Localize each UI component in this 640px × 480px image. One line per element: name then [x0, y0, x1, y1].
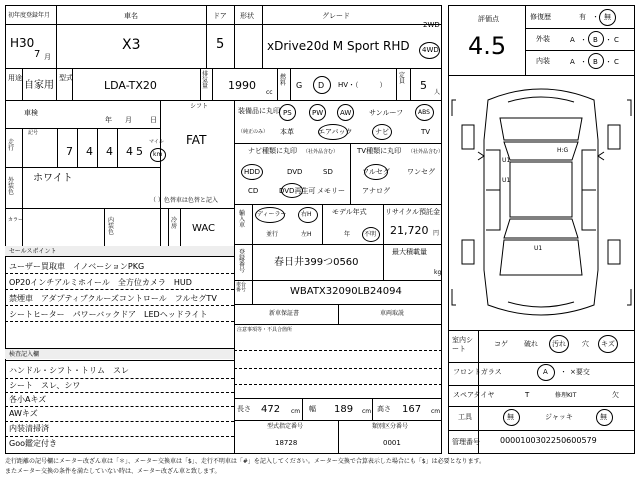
equip-item: PS [283, 109, 292, 117]
manage-label: 管理番号 [452, 438, 480, 446]
first-reg-month: 7 [34, 49, 41, 60]
length-unit: cm [291, 408, 301, 415]
ext-c: C [614, 36, 619, 44]
height-unit: cm [431, 408, 441, 415]
inspector-label: 検査記入欄 [9, 351, 40, 358]
equip-item: AW [340, 109, 352, 117]
caution-label: 注意事項等・不具合箇所 [237, 327, 293, 333]
jack-none: 無 [600, 413, 607, 421]
inspector-line: シート スレ、シワ [9, 381, 81, 390]
repair-no: 無 [604, 13, 611, 21]
cooler-label: 冷房 [171, 217, 178, 230]
exterior-note: （ ）色替車は色替と記入 [150, 197, 218, 204]
max-load-unit: kg [434, 269, 442, 276]
warranty-label: 新車保証書 [269, 310, 300, 317]
model-label: 型式 [59, 74, 73, 82]
purpose: 自家用 [24, 80, 54, 91]
exterior-label: 外装色 [8, 177, 15, 196]
type-no: 18728 [275, 439, 298, 447]
model-year-label: モデル年式 [332, 208, 367, 216]
first-reg-label: 初年度登録年月 [8, 12, 51, 19]
mileage-sub-label: 記号 [28, 130, 39, 136]
tools-none: 無 [507, 413, 514, 421]
sales-point-line: OP20インチアルミホイール 全方位カメラ HUD [9, 278, 192, 287]
car-name: X3 [122, 37, 141, 53]
ext-b: B [593, 36, 598, 44]
import-label: 輸入車 [239, 210, 246, 229]
seat-item: 汚れ [552, 340, 566, 348]
seat-item: 破れ [524, 340, 538, 348]
equip-item: ABS [418, 109, 430, 116]
drive-2wd: 2WD [423, 21, 440, 29]
shape-label: 形状 [240, 12, 254, 20]
model-year-unknown: 不明 [364, 231, 377, 238]
import-left: 左H [301, 231, 312, 238]
height-label: 高さ [377, 405, 391, 413]
tv-item: フルセグ [362, 168, 390, 176]
mileage-digits [40, 128, 144, 167]
length-label: 長さ [237, 405, 251, 413]
mileage-digit: 4 [86, 145, 93, 158]
fuel-d: D [318, 81, 325, 90]
cooler: WAC [192, 223, 215, 234]
int-b: B [593, 58, 598, 66]
inspector-line: AWキズ [9, 409, 38, 418]
navi-item: DVD [287, 168, 303, 176]
width-label: 幅 [309, 405, 316, 413]
car-diagram [448, 80, 635, 325]
manual-label: 車両取説 [380, 310, 405, 317]
chassis-label: 車台番号 [236, 282, 247, 293]
recycle-value: 21,720 [390, 224, 429, 237]
car-name-label: 車名 [124, 12, 138, 20]
eval-score: 4.5 [468, 32, 507, 60]
sales-point-line: ユーザー買取車 イノベーションPKG [9, 262, 145, 271]
navi-item: CD [248, 187, 259, 195]
equip-item: エアバック [318, 128, 353, 136]
fuel-hv: HV・（ ） [338, 81, 387, 89]
equip-item: サンルーフ [369, 109, 404, 117]
footer-note-1: 走行距離の記号欄にメーター改ざん車は「＊」、メーター交換車は「$」、走行不明車は「#」を記入してください。メーター交換で合算表示した場合にも「$」は必要となります。 [5, 458, 486, 465]
navi-item: SD [323, 168, 333, 176]
repair-yes: 有 [579, 13, 586, 21]
tv-label: TV種類に丸印 [357, 147, 402, 155]
purpose-label: 用途 [8, 74, 22, 82]
length-value: 472 [261, 404, 281, 415]
fuel-g: G [296, 81, 303, 90]
int-a: A [570, 58, 575, 66]
grade: xDrive20d M Sport RHD [267, 39, 410, 53]
inspector-line: Goo鑑定付き [9, 439, 57, 448]
equip-item: TV [421, 128, 431, 136]
max-load-label: 最大積載量 [392, 248, 427, 256]
door-label: ドア [213, 12, 227, 20]
tv-sub: （社外品含む） [408, 149, 444, 155]
int-c: C [614, 58, 619, 66]
class-no: 0001 [383, 439, 401, 447]
mile-unit: マイル [149, 139, 164, 145]
drive-4wd: 4WD [422, 46, 439, 54]
doors: 5 [216, 37, 225, 52]
first-reg-year: H30 [10, 36, 35, 50]
seat-item: コゲ [494, 340, 508, 348]
mileage-digit: 5 [136, 145, 143, 158]
inspection-label: 車検 [24, 109, 38, 117]
navi-label: ナビ種類に丸印 [248, 147, 297, 155]
displacement: 1990 [228, 79, 256, 92]
repair-label: 修復歴 [530, 13, 551, 21]
equipment-label: 装備品に丸印 [238, 107, 280, 115]
tv-item: ワンセグ [407, 168, 435, 176]
windshield-label: フロントガラス [453, 368, 502, 376]
mileage-digit: 4 [126, 145, 133, 158]
ext-label: 外装 [536, 35, 550, 43]
interior-label: 内装色 [108, 217, 115, 236]
mileage-digit: 7 [66, 145, 73, 158]
tools-label: 工具 [458, 413, 472, 421]
windshield-a: A [543, 368, 548, 376]
diagram-mark: H:G [557, 147, 569, 154]
grade-label: グレード [322, 12, 350, 20]
ext-a: A [570, 36, 575, 44]
jack-label: ジャッキ [545, 413, 573, 421]
mileage-label: 走行 [8, 139, 15, 152]
import-parallel: 並行 [266, 231, 279, 238]
inspection-year: 年 [105, 116, 112, 124]
seat-item: 穴 [582, 340, 589, 348]
windshield-x: ×要交 [570, 368, 590, 376]
diagram-mark: U1 [502, 157, 511, 164]
width-unit: cm [362, 408, 372, 415]
inspection-day: 日 [150, 116, 157, 124]
equipment-sub: （純正のみ） [238, 129, 269, 135]
tv-item: アナログ [362, 187, 390, 195]
class-label: 類別区分番号 [372, 423, 409, 430]
shift-label: シフト [190, 103, 209, 110]
km-unit: km [153, 151, 163, 158]
recycle-label: リサイクル預託金 [385, 208, 441, 216]
navi-item: HDD [244, 168, 261, 176]
navi-item: DVD再生可 [279, 187, 316, 195]
spare-tire-none: 欠 [612, 391, 619, 399]
eval-label: 評価点 [478, 15, 499, 23]
exterior-value: ホワイト [33, 173, 73, 184]
inspector-line: 各小Aキズ [9, 395, 47, 404]
footer-note-2: またメーター交換の条件を満たしていない時は、メーター改ざん車と致します。 [5, 468, 221, 475]
model: LDA-TX20 [104, 79, 157, 92]
diagram-mark: U1 [502, 177, 511, 184]
inspector-line: 内装清掃済 [9, 424, 49, 433]
manage-value: 0000100302250600579 [500, 436, 597, 445]
registration-value: 春日井399つ0560 [274, 257, 359, 268]
diagram-mark: U1 [534, 245, 543, 252]
import-dealer: ディーラー [257, 211, 287, 218]
seat-item: キズ [601, 340, 615, 348]
color-label: カラー [8, 217, 24, 223]
sales-points-label: セールスポイント [9, 248, 57, 255]
mileage-digit: 4 [106, 145, 113, 158]
capacity-label: 定員 [399, 72, 406, 85]
spare-tire-kit: 修理KIT [555, 392, 577, 399]
inspection-month: 月 [125, 116, 132, 124]
cc-unit: cc [266, 89, 273, 96]
chassis-value: WBATX32090LB24094 [290, 286, 402, 297]
spare-tire-label: スペアタイヤ [453, 391, 495, 399]
model-year-year: 年 [344, 231, 351, 238]
navi-sub: （社外品含む） [303, 149, 339, 155]
shift-value: FAT [186, 133, 207, 147]
person-unit: 人 [434, 89, 441, 96]
int-label: 内装 [536, 57, 550, 65]
navi-item: メモリー [317, 187, 345, 195]
type-label: 型式指定番号 [267, 423, 304, 430]
sales-point-line: 禁煙車 アダプティブクルーズコントロール フルセグTV [9, 294, 217, 303]
spare-tire-t: T [525, 391, 530, 399]
sales-point-line: シートヒーター パワーバックドア LEDヘッドライト [9, 310, 208, 319]
height-value: 167 [402, 404, 422, 415]
registration-label: 登録番号 [239, 249, 246, 274]
capacity: 5 [420, 79, 427, 92]
import-right: 右H [301, 211, 312, 218]
equip-item: PW [312, 109, 324, 117]
inspector-line: ハンドル・シフト・トリム スレ [9, 366, 129, 375]
interior-seat-label: 室内シート [452, 336, 473, 354]
month-unit: 月 [44, 53, 51, 61]
equip-item: ナビ [375, 128, 389, 136]
equip-item: 本革 [280, 128, 294, 136]
displacement-label: 排気量 [202, 71, 209, 90]
recycle-unit: 円 [433, 230, 440, 237]
fuel-label: 燃料 [280, 74, 287, 87]
width-value: 189 [334, 404, 354, 415]
